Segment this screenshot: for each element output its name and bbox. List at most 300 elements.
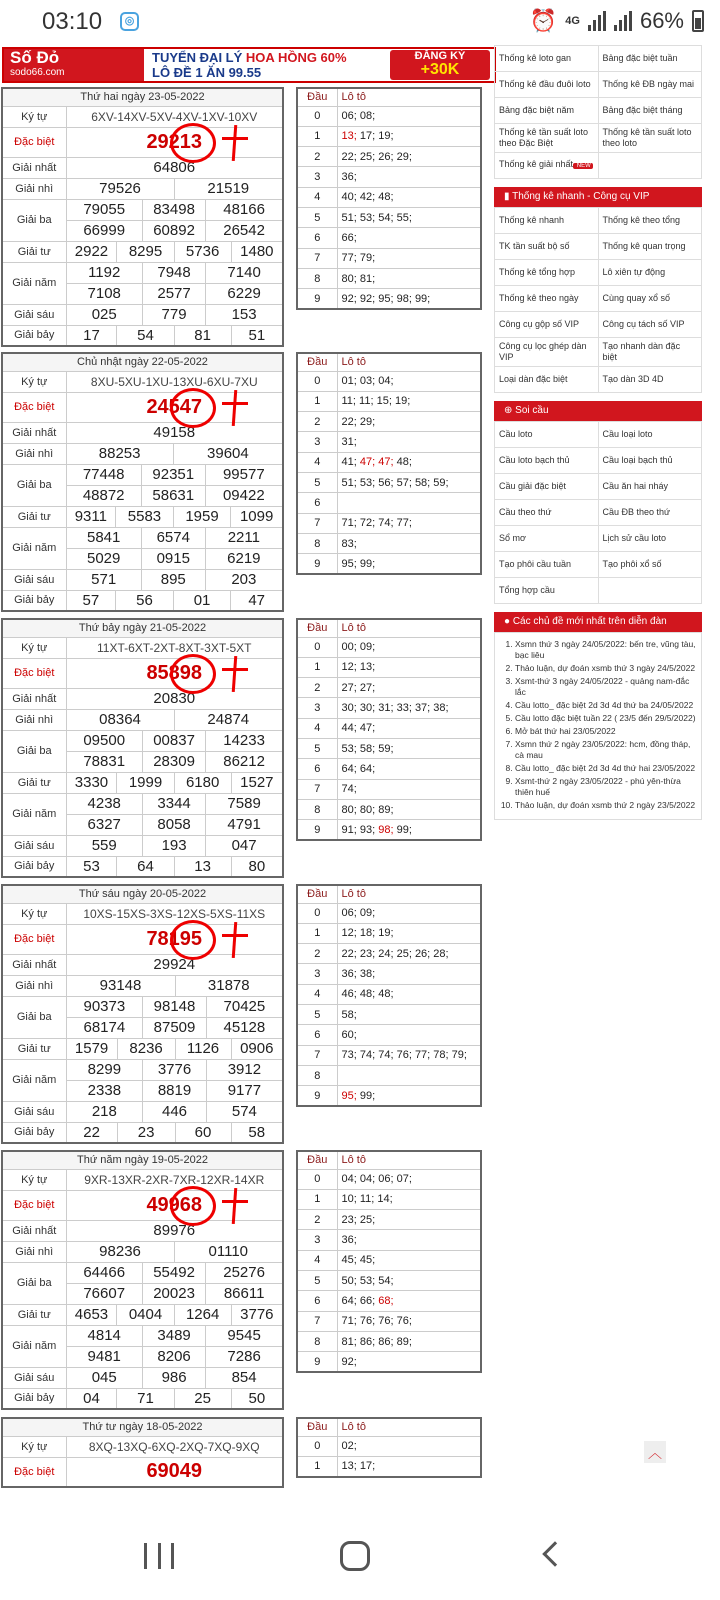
sidebar-link[interactable]: Bảng đặc biệt tháng <box>598 98 702 124</box>
loto-number: 40; <box>341 191 357 204</box>
loto-values <box>337 1230 481 1250</box>
loto-head-digit: 2 <box>297 944 337 964</box>
second-prize: 01110 <box>174 1241 283 1262</box>
banner-btn-label: ĐĂNG KÝ <box>414 50 466 62</box>
seventh-prize: 25 <box>174 1388 231 1409</box>
g4-label: Giải tư <box>2 506 66 527</box>
dau-header: Đầu <box>297 88 337 106</box>
loto-values <box>337 412 481 432</box>
table-row <box>297 432 481 452</box>
sidebar-link[interactable]: Tạo phôi xổ số <box>598 552 702 578</box>
seventh-prize: 56 <box>116 590 174 611</box>
loto-head-digit: 0 <box>297 1436 337 1456</box>
loto-number: 64; <box>341 1294 357 1307</box>
loto-number: 17; <box>359 130 376 143</box>
loto-number: 38; <box>359 968 376 981</box>
table-row <box>2 1151 283 1169</box>
fifth-prize: 4238 <box>66 793 142 814</box>
second-prize: 21519 <box>174 178 283 199</box>
sidebar-link[interactable]: Sổ mơ <box>495 526 599 552</box>
kytu-label: Ký tự <box>2 637 66 658</box>
seventh-prize: 54 <box>117 325 174 346</box>
fifth-prize: 8819 <box>143 1080 207 1101</box>
status-time: 03:10 <box>42 8 103 35</box>
loto-number: 98; <box>378 823 394 836</box>
loto-number: 08; <box>359 110 376 123</box>
table-row <box>2 1169 283 1190</box>
forum-topic-link[interactable]: 10. Thảo luận, dự đoán xsmb thứ 2 ngày 23/5/2022 <box>515 800 697 811</box>
seventh-prize: 04 <box>66 1388 117 1409</box>
soi-cau-grid <box>494 421 702 604</box>
sidebar-link[interactable]: Thống kê nhanh <box>495 208 599 234</box>
loto-values <box>337 126 481 146</box>
third-prize: 14233 <box>206 730 283 751</box>
loto-head-digit: 7 <box>297 513 337 533</box>
sidebar-link[interactable]: Cầu ăn hai nháy <box>598 474 702 500</box>
seventh-prize: 81 <box>174 325 231 346</box>
loto-number: 03; <box>359 375 376 388</box>
signal-icon <box>588 11 606 31</box>
android-nav-bar <box>0 1505 720 1600</box>
sidebar-link[interactable]: Cầu loto <box>495 422 599 448</box>
table-row <box>2 619 283 637</box>
sidebar-link[interactable]: Cầu loto bạch thủ <box>495 448 599 474</box>
table-row <box>297 1352 481 1372</box>
sidebar-row <box>495 312 702 338</box>
loto-number: 13; <box>341 1460 357 1473</box>
first-prize: 64806 <box>66 157 283 178</box>
sidebar-link[interactable]: Tạo nhanh dàn đặc biệt <box>598 338 702 367</box>
loto-head-digit: 5 <box>297 738 337 758</box>
result-date: Thứ hai ngày 23-05-2022 <box>2 88 283 106</box>
loto-values <box>337 657 481 677</box>
second-prize: 39604 <box>173 443 283 464</box>
banner-line2: LÔ ĐỀ 1 ĂN 99.55 <box>152 65 262 80</box>
g4-label: Giải tư <box>2 241 66 262</box>
loto-number: 36; <box>341 1234 357 1247</box>
vip-tools-grid <box>494 207 702 393</box>
loto-header: Lô tô <box>337 1418 481 1436</box>
banner-line1: TUYỂN ĐẠI LÝ <box>152 50 243 65</box>
sixth-prize: 571 <box>66 569 141 590</box>
loto-head-digit: 6 <box>297 1291 337 1311</box>
table-row <box>2 772 283 793</box>
sidebar-link[interactable]: Cầu theo thứ <box>495 500 599 526</box>
loto-number: 58; <box>359 742 376 755</box>
banner-brand: Số Đỏ <box>10 48 60 67</box>
sidebar-link[interactable]: Tổng hợp cầu <box>495 578 599 604</box>
table-row <box>297 820 481 840</box>
forum-topic-link[interactable]: 3. Xsmt-thứ 3 ngày 24/05/2022 - quảng nam-đắc lắc <box>515 676 697 698</box>
third-prize: 79055 <box>66 199 142 220</box>
sidebar-link[interactable]: Thống kê theo tổng <box>598 208 702 234</box>
forum-topic-link[interactable]: 9. Xsmt-thứ 2 ngày 23/05/2022 - phú yên-thừa thiên huế <box>515 776 697 798</box>
loto-values <box>337 923 481 943</box>
loto-number: 51; <box>341 476 357 489</box>
forum-topic-link[interactable]: 4. Cầu lotto_ đặc biệt 2d 3d 4d thứ ba 24/05/2022 <box>515 700 697 711</box>
loto-table <box>296 352 482 575</box>
sidebar-link[interactable]: Cầu ĐB theo thứ <box>598 500 702 526</box>
sidebar-row <box>495 422 702 448</box>
loto-head-digit: 7 <box>297 1311 337 1331</box>
loto-values <box>337 1352 481 1372</box>
loto-head-digit: 7 <box>297 1045 337 1065</box>
pen-cross-mark <box>222 656 248 692</box>
loto-number: 99; <box>414 292 431 305</box>
third-prize: 45128 <box>206 1017 283 1038</box>
forum-topic-link[interactable]: 8. Cầu lotto_ đặc biệt 2d 3d 4d thứ hai 23/05/2022 <box>515 763 697 774</box>
loto-number: 54; <box>378 211 394 224</box>
network-type: 4G <box>565 15 580 27</box>
table-row <box>297 412 481 432</box>
forum-title: Các chủ đề mới nhất trên diễn đàn <box>512 616 667 627</box>
loto-head-digit: 8 <box>297 799 337 819</box>
sixth-prize: 047 <box>206 835 283 856</box>
back-icon[interactable] <box>542 1541 567 1566</box>
third-prize: 92351 <box>141 464 205 485</box>
fourth-prize: 1264 <box>174 1304 231 1325</box>
seventh-prize: 47 <box>231 590 283 611</box>
loto-values <box>337 984 481 1004</box>
table-row <box>2 885 283 903</box>
banner-register-button[interactable] <box>390 50 490 80</box>
loto-head-digit: 1 <box>297 126 337 146</box>
kytu-label: Ký tự <box>2 1169 66 1190</box>
loto-number: 76; <box>378 1315 394 1328</box>
home-icon[interactable] <box>340 1541 370 1571</box>
table-row <box>2 199 283 220</box>
fifth-prize: 6229 <box>206 283 283 304</box>
loto-number: 77; <box>414 1049 431 1062</box>
chevron-up-icon[interactable]: ︿ <box>644 1441 666 1463</box>
loto-values <box>337 289 481 309</box>
third-prize: 77448 <box>66 464 141 485</box>
sidebar-link[interactable]: Bảng đặc biệt tuần <box>598 46 702 72</box>
third-prize: 70425 <box>206 996 283 1017</box>
sidebar-link[interactable]: Thống kê giải nhất NEW <box>495 153 599 179</box>
sidebar-link[interactable]: Thống kê tần suất loto theo loto <box>598 124 702 153</box>
g5-label: Giải năm <box>2 793 66 835</box>
loto-head-digit: 2 <box>297 678 337 698</box>
fifth-prize: 1192 <box>66 262 142 283</box>
loto-values <box>337 738 481 758</box>
fifth-prize: 8206 <box>142 1346 205 1367</box>
loto-number: 36; <box>341 968 357 981</box>
table-row <box>297 353 481 371</box>
g4-label: Giải tư <box>2 1038 66 1059</box>
sixth-prize: 559 <box>66 835 142 856</box>
table-row <box>2 304 283 325</box>
table-row <box>297 126 481 146</box>
forum-topic-link[interactable]: 2. Thảo luận, dự đoán xsmb thứ 3 ngày 24/5/2022 <box>515 663 697 674</box>
fifth-prize: 7108 <box>66 283 142 304</box>
table-row <box>2 709 283 730</box>
sidebar-link[interactable]: Cầu loại loto <box>598 422 702 448</box>
sidebar-row <box>495 526 702 552</box>
loto-values <box>337 1270 481 1290</box>
forum-topic-link[interactable]: 6. Mở bát thứ hai 23/05/2022 <box>515 726 697 737</box>
fourth-prize: 0404 <box>117 1304 174 1325</box>
loto-head-digit: 8 <box>297 533 337 553</box>
fifth-prize: 4791 <box>206 814 283 835</box>
g5-label: Giải năm <box>2 1325 66 1367</box>
table-row <box>297 698 481 718</box>
kytu-value: 8XQ-13XQ-6XQ-2XQ-7XQ-9XQ <box>66 1436 283 1457</box>
loto-number: 01; <box>341 375 357 388</box>
ad-banner[interactable] <box>2 47 496 83</box>
seventh-prize: 50 <box>231 1388 283 1409</box>
battery-level: 66% <box>639 8 684 33</box>
loto-number: 71; <box>341 1315 357 1328</box>
table-row <box>297 106 481 126</box>
loto-head-digit: 1 <box>297 1456 337 1476</box>
sidebar-link[interactable]: Thống kê quan trọng <box>598 234 702 260</box>
kytu-value: 8XU-5XU-1XU-13XU-6XU-7XU <box>66 371 283 392</box>
loto-number: 99; <box>359 557 376 570</box>
loto-number: 27; <box>341 681 357 694</box>
loto-number: 64; <box>359 762 376 775</box>
loto-number: 30; <box>359 702 376 715</box>
table-row <box>297 187 481 207</box>
soi-cau-title: Soi cầu <box>515 405 549 416</box>
db-label: Đặc biệt <box>2 1457 66 1487</box>
sidebar-link[interactable]: Cầu loại bạch thủ <box>598 448 702 474</box>
forum-topic-link[interactable]: 5. Cầu lotto đặc biệt tuần 22 ( 23/5 đến 29/5/2022) <box>515 713 697 724</box>
third-prize: 66999 <box>66 220 142 241</box>
loto-header: Lô tô <box>337 619 481 637</box>
loto-number: 55; <box>396 211 412 224</box>
loto-number: 14; <box>377 1193 393 1206</box>
loto-values <box>337 1086 481 1106</box>
special-prize: 24547 <box>66 392 283 422</box>
fourth-prize: 1959 <box>173 506 231 527</box>
loto-head-digit: 0 <box>297 371 337 391</box>
loto-number: 26; <box>378 150 394 163</box>
result-date: Thứ tư ngày 18-05-2022 <box>2 1418 283 1436</box>
seventh-prize: 71 <box>117 1388 174 1409</box>
sidebar-link[interactable]: TK tần suất bộ số <box>495 234 599 260</box>
sidebar-link[interactable]: Thống kê ĐB ngày mai <box>598 72 702 98</box>
loto-number: 41; <box>341 456 357 469</box>
loto-number: 19; <box>378 927 394 940</box>
sidebar-row <box>495 286 702 312</box>
sidebar-link[interactable]: Cùng quay xổ số <box>598 286 702 312</box>
fifth-prize: 8299 <box>66 1059 143 1080</box>
special-prize: 78195 <box>66 924 283 954</box>
loto-number: 37; <box>414 702 431 715</box>
loto-values <box>337 1250 481 1270</box>
fourth-prize: 2922 <box>66 241 117 262</box>
fifth-prize: 7948 <box>142 262 205 283</box>
sixth-prize: 025 <box>66 304 142 325</box>
sidebar-link[interactable]: Lịch sử cầu loto <box>598 526 702 552</box>
page-content[interactable] <box>0 45 720 1505</box>
loto-header: Lô tô <box>337 88 481 106</box>
table-row <box>2 1436 283 1457</box>
db-label: Đặc biệt <box>2 924 66 954</box>
loto-number: 17; <box>359 1460 376 1473</box>
table-row <box>2 903 283 924</box>
fifth-prize: 5841 <box>66 527 141 548</box>
loto-number: 48; <box>396 456 412 469</box>
dau-header: Đầu <box>297 885 337 903</box>
alarm-icon: ⏰ <box>529 8 558 33</box>
loto-number: 45; <box>359 1254 376 1267</box>
table-row <box>2 975 283 996</box>
third-prize: 68174 <box>66 1017 143 1038</box>
loto-head-digit: 7 <box>297 248 337 268</box>
loto-values <box>337 1004 481 1024</box>
special-prize: 29213 <box>66 127 283 157</box>
sidebar-link[interactable]: Loại dàn đặc biệt <box>495 367 599 393</box>
fifth-prize: 7140 <box>206 262 283 283</box>
loto-number: 13; <box>341 130 357 143</box>
loto-number: 15; <box>376 395 392 408</box>
db-label: Đặc biệt <box>2 1190 66 1220</box>
sidebar-link[interactable]: Tạo phôi cầu tuần <box>495 552 599 578</box>
loto-head-digit: 8 <box>297 268 337 288</box>
pen-cross-mark <box>222 1188 248 1224</box>
loto-head-digit: 1 <box>297 923 337 943</box>
table-row <box>2 1101 283 1122</box>
loto-number: 48; <box>378 988 394 1001</box>
g2-label: Giải nhì <box>2 709 66 730</box>
pen-cross-mark <box>222 390 248 426</box>
sidebar-link[interactable]: Thống kê đầu đuôi loto <box>495 72 599 98</box>
loto-values <box>337 637 481 657</box>
second-prize: 31878 <box>175 975 283 996</box>
sidebar-link[interactable]: Cầu giải đặc biệt <box>495 474 599 500</box>
loto-values <box>337 1456 481 1476</box>
special-prize: 49968 <box>66 1190 283 1220</box>
forum-topic-link[interactable]: 7. Xsmn thứ 2 ngày 23/05/2022: hcm, đồng tháp, cà mau <box>515 739 697 761</box>
vip-tools-header: ▮ Thống kê nhanh - Công cụ VIP <box>494 187 702 207</box>
sidebar-link[interactable]: Lô xiên tự động <box>598 260 702 286</box>
g2-label: Giải nhì <box>2 178 66 199</box>
loto-number: 09; <box>359 641 376 654</box>
loto-head-digit: 2 <box>297 412 337 432</box>
fourth-prize: 0906 <box>231 1038 283 1059</box>
sidebar-link[interactable]: Thống kê theo ngày <box>495 286 599 312</box>
sidebar-link[interactable]: Tạo dàn 3D 4D <box>598 367 702 393</box>
loto-number: 47; <box>359 722 376 735</box>
loto-number: 78; <box>433 1049 449 1062</box>
fifth-prize: 4814 <box>66 1325 142 1346</box>
loto-number: 23; <box>359 947 376 960</box>
loto-head-digit: 3 <box>297 432 337 452</box>
loto-number: 68; <box>378 1294 394 1307</box>
sidebar-link[interactable]: Thống kê tổng hợp <box>495 260 599 286</box>
fifth-prize: 5029 <box>66 548 141 569</box>
loto-values <box>337 1291 481 1311</box>
third-prize: 25276 <box>206 1262 283 1283</box>
loto-number: 98; <box>396 292 412 305</box>
loto-values <box>337 759 481 779</box>
loto-header: Lô tô <box>337 1151 481 1169</box>
first-prize: 20830 <box>66 688 283 709</box>
fourth-prize: 6180 <box>174 772 231 793</box>
pen-cross-mark <box>222 125 248 161</box>
seventh-prize: 01 <box>173 590 231 611</box>
forum-topic-link[interactable]: 1. Xsmn thứ 3 ngày 24/05/2022: bến tre, vũng tàu, bạc liêu <box>515 639 697 661</box>
sidebar-row <box>495 474 702 500</box>
g6-label: Giải sáu <box>2 1367 66 1388</box>
sixth-prize: 986 <box>142 1367 205 1388</box>
loto-head-digit: 3 <box>297 1230 337 1250</box>
g6-label: Giải sáu <box>2 835 66 856</box>
dau-header: Đầu <box>297 353 337 371</box>
pen-circle-mark <box>170 388 216 428</box>
loto-head-digit: 4 <box>297 718 337 738</box>
table-row <box>297 1456 481 1476</box>
loto-values <box>337 432 481 452</box>
loto-values <box>337 820 481 840</box>
loto-number: 47; <box>378 456 394 469</box>
loto-head-digit: 9 <box>297 820 337 840</box>
loto-number: 11; <box>359 1193 375 1206</box>
table-row <box>2 1325 283 1346</box>
loto-number: 60; <box>341 1028 357 1041</box>
table-row <box>297 1151 481 1169</box>
g5-label: Giải năm <box>2 527 66 569</box>
kytu-label: Ký tự <box>2 1436 66 1457</box>
fifth-prize: 8058 <box>142 814 205 835</box>
loto-head-digit: 3 <box>297 167 337 187</box>
loto-number: 38; <box>433 702 449 715</box>
loto-number: 45; <box>341 1254 357 1267</box>
loto-head-digit: 0 <box>297 1169 337 1189</box>
recent-apps-icon[interactable] <box>144 1543 174 1569</box>
loto-number: 86; <box>359 1335 376 1348</box>
loto-number: 76; <box>359 1315 376 1328</box>
sidebar-link[interactable]: Bảng đặc biệt năm <box>495 98 599 124</box>
table-row <box>2 88 283 106</box>
fourth-prize: 8295 <box>117 241 174 262</box>
sidebar-link[interactable]: Công cụ tách số VIP <box>598 312 702 338</box>
table-row <box>297 1065 481 1085</box>
seventh-prize: 51 <box>231 325 283 346</box>
loto-values <box>337 799 481 819</box>
pen-circle-mark <box>170 123 216 163</box>
third-prize: 26542 <box>206 220 283 241</box>
table-row <box>2 1262 283 1283</box>
sidebar-link[interactable]: Công cụ lọc ghép dàn VIP <box>495 338 599 367</box>
loto-number: 74; <box>359 1049 376 1062</box>
loto-head-digit: 5 <box>297 1270 337 1290</box>
loto-values <box>337 964 481 984</box>
table-row <box>297 718 481 738</box>
table-row <box>297 554 481 574</box>
sidebar-row <box>495 124 702 153</box>
table-row <box>297 637 481 657</box>
loto-number: 11; <box>341 395 356 408</box>
fifth-prize: 6327 <box>66 814 142 835</box>
signal-2-icon <box>614 11 632 31</box>
loto-values <box>337 452 481 472</box>
banner-bonus: +30K <box>420 61 460 78</box>
sidebar-link[interactable]: Công cụ gộp số VIP <box>495 312 599 338</box>
loto-head-digit: 0 <box>297 903 337 923</box>
banner-site: sodo66.com <box>10 67 65 78</box>
sidebar-link[interactable]: Thống kê tần suất loto theo Đặc Biệt <box>495 124 599 153</box>
loto-number: 79; <box>359 252 376 265</box>
table-row <box>2 106 283 127</box>
loto-head-digit: 4 <box>297 984 337 1004</box>
loto-number: 71; <box>341 517 357 530</box>
sidebar-link[interactable]: Thống kê loto gan <box>495 46 599 72</box>
dau-header: Đầu <box>297 619 337 637</box>
g3-label: Giải ba <box>2 199 66 241</box>
